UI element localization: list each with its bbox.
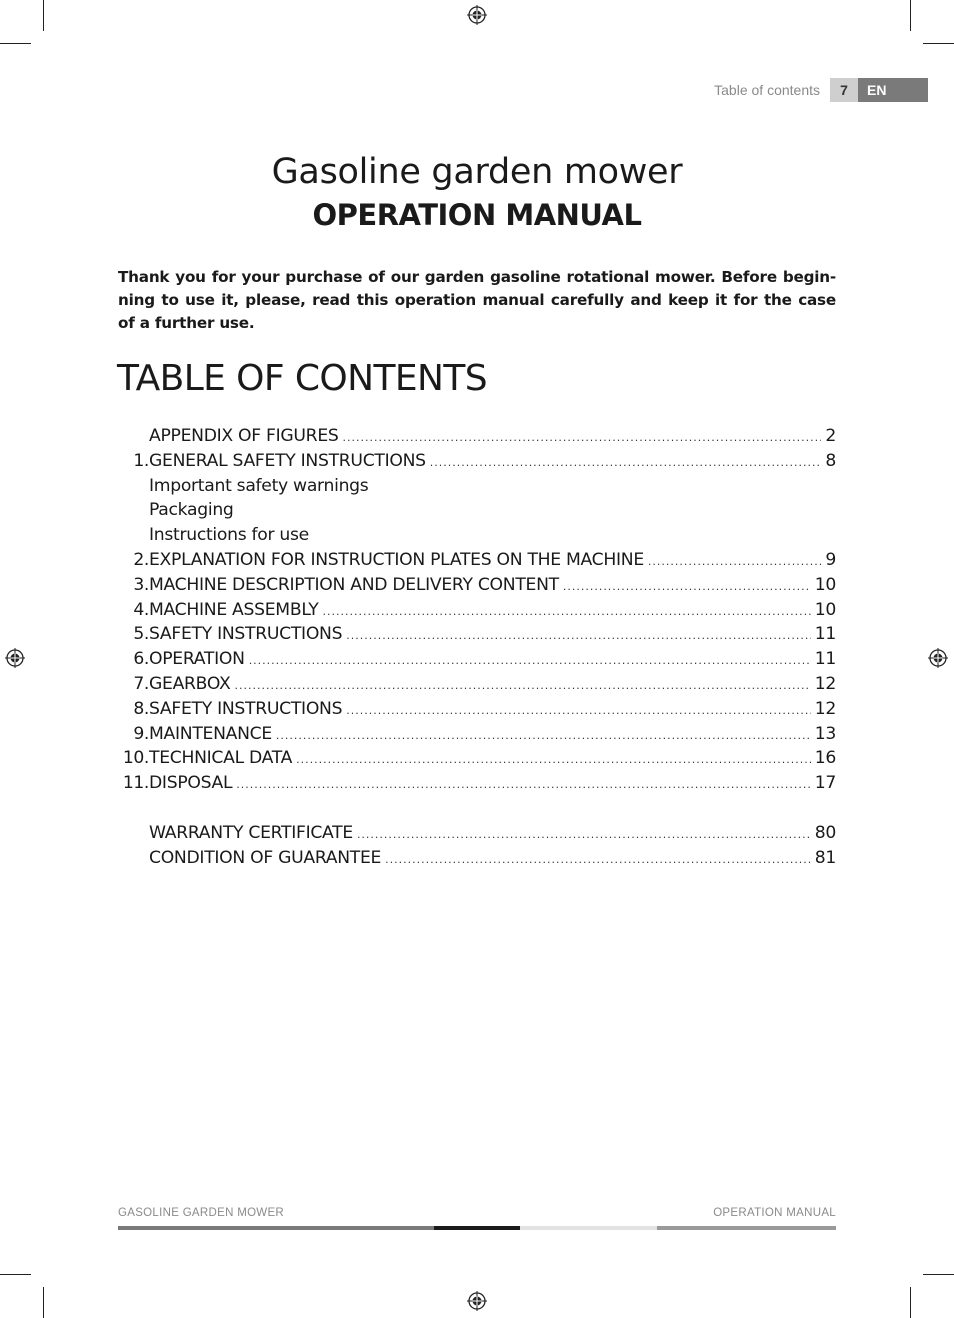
page-header-tab bbox=[714, 78, 928, 102]
footer-bar-segment bbox=[657, 1226, 836, 1230]
toc-entry bbox=[118, 796, 836, 821]
toc-entry bbox=[118, 523, 836, 548]
toc-entry bbox=[118, 821, 836, 846]
toc-leader-dots bbox=[296, 748, 811, 773]
toc-entry-page: 81 bbox=[814, 847, 836, 868]
toc-entry bbox=[118, 746, 836, 771]
toc-entry-label: GEARBOX bbox=[149, 673, 231, 694]
header-section-label: Table of contents bbox=[714, 82, 820, 98]
toc-entry-page: 10 bbox=[814, 574, 836, 595]
toc-entry-page: 80 bbox=[814, 822, 836, 843]
toc-entry-label: Instructions for use bbox=[149, 525, 309, 546]
registration-mark-icon bbox=[5, 648, 25, 668]
toc-entry-label: Packaging bbox=[149, 500, 234, 521]
toc-entry-number: 3. bbox=[133, 574, 149, 595]
toc-entry-number: 11. bbox=[122, 773, 149, 794]
toc-entry-page: 17 bbox=[814, 773, 836, 794]
toc-entry-page: 2 bbox=[825, 426, 836, 446]
toc-entry-label: CONDITION OF GUARANTEE bbox=[149, 847, 382, 868]
footer-bar-segment bbox=[520, 1226, 657, 1230]
toc-entry-label: OPERATION bbox=[149, 649, 245, 670]
toc-entry bbox=[118, 474, 836, 499]
toc-entry-number: 7. bbox=[133, 673, 149, 694]
toc-entry bbox=[118, 498, 836, 523]
toc-leader-dots bbox=[346, 624, 811, 649]
toc-entry-label: SAFETY INSTRUCTIONS bbox=[149, 698, 343, 719]
crop-mark bbox=[0, 43, 31, 44]
toc-entry bbox=[118, 424, 836, 449]
toc-entry-label: TECHNICAL DATA bbox=[149, 748, 293, 769]
toc-entry-page: 11 bbox=[814, 649, 836, 670]
toc-leader-dots bbox=[276, 724, 811, 749]
crop-mark bbox=[43, 1287, 44, 1318]
toc-leader-dots bbox=[343, 426, 822, 451]
toc-leader-dots bbox=[563, 575, 811, 600]
crop-mark bbox=[923, 1274, 954, 1275]
crop-mark bbox=[910, 0, 911, 31]
toc-entry-number: 1. bbox=[133, 450, 149, 471]
toc-entry bbox=[118, 622, 836, 647]
toc-entry-page: 10 bbox=[814, 599, 836, 620]
crop-mark bbox=[43, 0, 44, 31]
crop-mark bbox=[0, 1274, 31, 1275]
toc-heading: TABLE OF CONTENTS bbox=[117, 358, 487, 399]
toc-entry bbox=[118, 846, 836, 871]
toc-entry-page: 12 bbox=[814, 698, 836, 719]
toc-entry bbox=[118, 647, 836, 672]
footer-left-text: GASOLINE GARDEN MOWER bbox=[118, 1207, 285, 1219]
toc-entry-label: APPENDIX OF FIGURES bbox=[149, 426, 339, 446]
toc-entry-page: 8 bbox=[825, 450, 836, 471]
toc-entry-number: 9. bbox=[133, 723, 149, 744]
toc-entry bbox=[118, 449, 836, 474]
toc-entry-page: 16 bbox=[814, 748, 836, 769]
toc-entry-page: 13 bbox=[814, 723, 836, 744]
toc-leader-dots bbox=[234, 674, 810, 699]
toc-entry bbox=[118, 598, 836, 623]
toc-entry-label: WARRANTY CERTIFICATE bbox=[149, 822, 353, 843]
crop-mark bbox=[910, 1287, 911, 1318]
toc-entry-number: 5. bbox=[133, 624, 149, 645]
toc-leader-dots bbox=[346, 699, 811, 724]
page-subtitle: OPERATION MANUAL bbox=[312, 198, 642, 232]
toc-entry-page: 12 bbox=[814, 673, 836, 694]
toc-leader-dots bbox=[249, 649, 811, 674]
toc-entry-label: DISPOSAL bbox=[149, 773, 233, 794]
toc-leader-dots bbox=[648, 550, 821, 575]
toc-entry bbox=[118, 697, 836, 722]
toc-leader-dots bbox=[236, 773, 810, 798]
footer-right-text: OPERATION MANUAL bbox=[713, 1207, 836, 1219]
toc-leader-dots bbox=[430, 451, 822, 476]
toc-entry-label: Important safety warnings bbox=[149, 475, 369, 496]
registration-mark-icon bbox=[467, 1291, 487, 1311]
toc-entry-number: 10. bbox=[122, 748, 149, 769]
toc-entry-number: 6. bbox=[133, 649, 149, 670]
table-of-contents bbox=[118, 424, 836, 870]
registration-mark-icon bbox=[928, 648, 948, 668]
footer-bar-segment bbox=[434, 1226, 520, 1230]
toc-leader-dots bbox=[385, 848, 811, 873]
toc-leader-dots bbox=[323, 600, 811, 625]
toc-entry bbox=[118, 672, 836, 697]
footer-bar-segment bbox=[118, 1226, 434, 1230]
toc-entry bbox=[118, 573, 836, 598]
page-number: 7 bbox=[830, 78, 858, 102]
toc-entry-number: 8. bbox=[133, 698, 149, 719]
toc-entry bbox=[118, 722, 836, 747]
toc-entry-label: MACHINE ASSEMBLY bbox=[149, 599, 319, 620]
toc-entry bbox=[118, 548, 836, 573]
language-badge: EN bbox=[858, 78, 928, 102]
toc-entry-label: MAINTENANCE bbox=[149, 723, 272, 744]
intro-paragraph: Thank you for your purchase of our garden gasoline rotational mower. Before begin-ning to use it, please, read this operation manual carefully and keep it for the case of a further use. bbox=[118, 268, 836, 332]
toc-entry-label: GENERAL SAFETY INSTRUCTIONS bbox=[149, 450, 426, 471]
toc-entry-number: 4. bbox=[133, 599, 149, 620]
toc-entry-number: 2. bbox=[133, 549, 149, 570]
toc-leader-dots bbox=[357, 823, 811, 848]
toc-entry-label: EXPLANATION FOR INSTRUCTION PLATES ON THE MACHINE bbox=[149, 549, 644, 570]
crop-mark bbox=[923, 43, 954, 44]
page-title: Gasoline garden mower bbox=[271, 152, 683, 192]
toc-entry-page: 11 bbox=[814, 624, 836, 645]
toc-entry-page: 9 bbox=[825, 549, 836, 570]
toc-entry bbox=[118, 771, 836, 796]
toc-entry-label: MACHINE DESCRIPTION AND DELIVERY CONTENT bbox=[149, 574, 559, 595]
registration-mark-icon bbox=[467, 5, 487, 25]
toc-entry-label: SAFETY INSTRUCTIONS bbox=[149, 624, 343, 645]
